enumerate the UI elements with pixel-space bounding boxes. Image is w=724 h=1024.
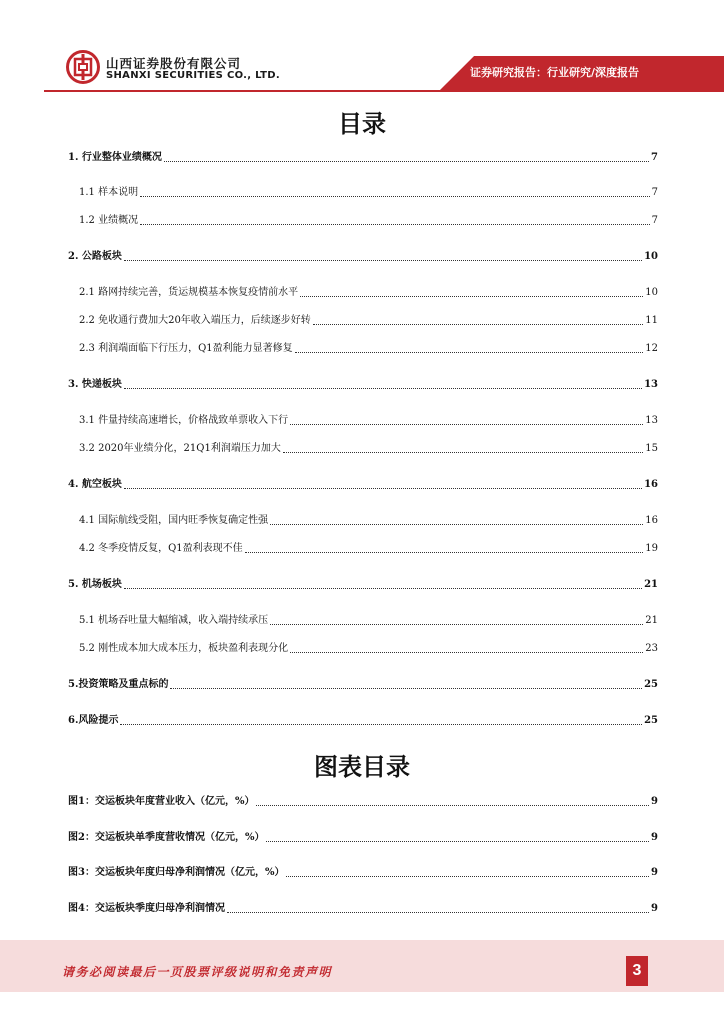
page-number: 3 <box>626 956 648 986</box>
figure-entry-page: 9 <box>651 903 658 914</box>
leader-dots <box>124 488 642 489</box>
toc-entry[interactable] <box>68 287 658 299</box>
figure-entry-label: 图1：交运板块年度营业收入（亿元，%） <box>68 796 255 807</box>
toc-entry-page: 10 <box>644 251 658 262</box>
leader-dots <box>290 652 643 653</box>
report-type-label: 证券研究报告：行业研究/深度报告 <box>470 66 640 79</box>
toc-entry-label: 5.2 刚性成本加大成本压力，板块盈利表现分化 <box>79 643 289 654</box>
leader-dots <box>124 588 642 589</box>
toc-entry-label: 1.2 业绩概况 <box>79 215 139 226</box>
company-logo-icon <box>66 50 100 84</box>
toc-title: 目录 <box>338 110 386 138</box>
figure-entry-label: 图2：交运板块单季度营收情况（亿元，%） <box>68 832 265 843</box>
toc-entry-page: 7 <box>651 215 658 226</box>
toc-entry-page: 19 <box>645 543 658 554</box>
toc-entry[interactable] <box>68 515 658 527</box>
toc-entry[interactable] <box>68 415 658 427</box>
company-name-cn: 山西证券股份有限公司 <box>106 56 242 71</box>
toc-entry-label: 1. 行业整体业绩概况 <box>68 152 162 163</box>
leader-dots <box>124 388 642 389</box>
leader-dots <box>283 452 643 453</box>
leader-dots <box>140 196 650 197</box>
disclaimer-notice: 请务必阅读最后一页股票评级说明和免责声明 <box>62 965 333 979</box>
page-header <box>0 0 724 96</box>
toc-entry-page: 15 <box>645 443 658 454</box>
toc-entry-label: 2.2 免收通行费加大20年收入端压力，后续逐步好转 <box>79 315 311 326</box>
toc-entry[interactable] <box>68 379 658 391</box>
leader-dots <box>140 224 650 225</box>
leader-dots <box>124 260 642 261</box>
figure-entry-label: 图3：交运板块年度归母净利润情况（亿元，%） <box>68 867 285 878</box>
toc-entry[interactable] <box>68 251 658 263</box>
leader-dots <box>170 688 642 689</box>
figure-entry-page: 9 <box>651 832 658 843</box>
toc-entry[interactable] <box>68 615 658 627</box>
toc-entry-page: 11 <box>645 315 658 326</box>
leader-dots <box>266 841 649 842</box>
toc-entry-label: 4. 航空板块 <box>68 479 122 490</box>
figure-entry[interactable] <box>68 796 658 808</box>
leader-dots <box>256 805 649 806</box>
toc-entry-label: 4.2 冬季疫情反复，Q1盈利表现不佳 <box>79 543 243 554</box>
toc-entry-label: 5.投资策略及重点标的 <box>68 679 169 690</box>
leader-dots <box>120 724 642 725</box>
toc-entry-page: 13 <box>644 379 658 390</box>
header-divider <box>44 90 724 92</box>
figure-entry[interactable] <box>68 867 658 879</box>
toc-entry[interactable] <box>68 443 658 455</box>
toc-entry-label: 1.1 样本说明 <box>79 187 139 198</box>
leader-dots <box>300 296 643 297</box>
toc-entry-label: 5.1 机场吞吐量大幅缩减，收入端持续承压 <box>79 615 269 626</box>
company-name-en: SHANXI SECURITIES CO., LTD. <box>106 70 280 81</box>
toc-entry-page: 21 <box>645 615 658 626</box>
leader-dots <box>270 624 643 625</box>
toc-entry-label: 3.1 件量持续高速增长，价格战致单票收入下行 <box>79 415 289 426</box>
toc-entry-page: 7 <box>651 152 658 163</box>
toc-entry-page: 13 <box>645 415 658 426</box>
toc-entry-page: 16 <box>644 479 658 490</box>
toc-entry[interactable] <box>68 215 658 227</box>
leader-dots <box>245 552 644 553</box>
leader-dots <box>164 161 649 162</box>
toc-entry-label: 5. 机场板块 <box>68 579 122 590</box>
toc-entry-label: 6.风险提示 <box>68 715 119 726</box>
figure-entry[interactable] <box>68 832 658 844</box>
figure-entry[interactable] <box>68 903 658 915</box>
toc-entry-page: 7 <box>651 187 658 198</box>
toc-entry[interactable] <box>68 479 658 491</box>
toc-entry-page: 25 <box>644 715 658 726</box>
toc-entry[interactable] <box>68 715 658 727</box>
toc-entry-page: 21 <box>644 579 658 590</box>
toc-entry[interactable] <box>68 543 658 555</box>
figure-list-title: 图表目录 <box>314 753 410 781</box>
leader-dots <box>227 912 649 913</box>
figure-entry-page: 9 <box>651 796 658 807</box>
leader-dots <box>286 876 649 877</box>
toc-entry-page: 16 <box>645 515 658 526</box>
leader-dots <box>313 324 643 325</box>
toc-entry[interactable] <box>68 343 658 355</box>
toc-entry-label: 2. 公路板块 <box>68 251 122 262</box>
toc-entry-label: 3.2 2020年业绩分化，21Q1利润端压力加大 <box>79 443 281 454</box>
toc-entry-label: 2.3 利润端面临下行压力，Q1盈利能力显著修复 <box>79 343 293 354</box>
leader-dots <box>290 424 643 425</box>
toc-entry[interactable] <box>68 152 658 164</box>
toc-entry[interactable] <box>68 187 658 199</box>
toc-entry[interactable] <box>68 643 658 655</box>
toc-entry-label: 4.1 国际航线受阻，国内旺季恢复确定性强 <box>79 515 269 526</box>
toc-entry[interactable] <box>68 679 658 691</box>
toc-entry-page: 25 <box>644 679 658 690</box>
toc-entry[interactable] <box>68 579 658 591</box>
figure-entry-label: 图4：交运板块季度归母净利润情况 <box>68 903 225 914</box>
figure-entry-page: 9 <box>651 867 658 878</box>
toc-entry-page: 23 <box>645 643 658 654</box>
toc-entry-page: 12 <box>645 343 658 354</box>
toc-entry[interactable] <box>68 315 658 327</box>
leader-dots <box>295 352 644 353</box>
leader-dots <box>270 524 643 525</box>
toc-entry-page: 10 <box>645 287 658 298</box>
toc-entry-label: 2.1 路网持续完善，货运规模基本恢复疫情前水平 <box>79 287 299 298</box>
toc-entry-label: 3. 快递板块 <box>68 379 122 390</box>
